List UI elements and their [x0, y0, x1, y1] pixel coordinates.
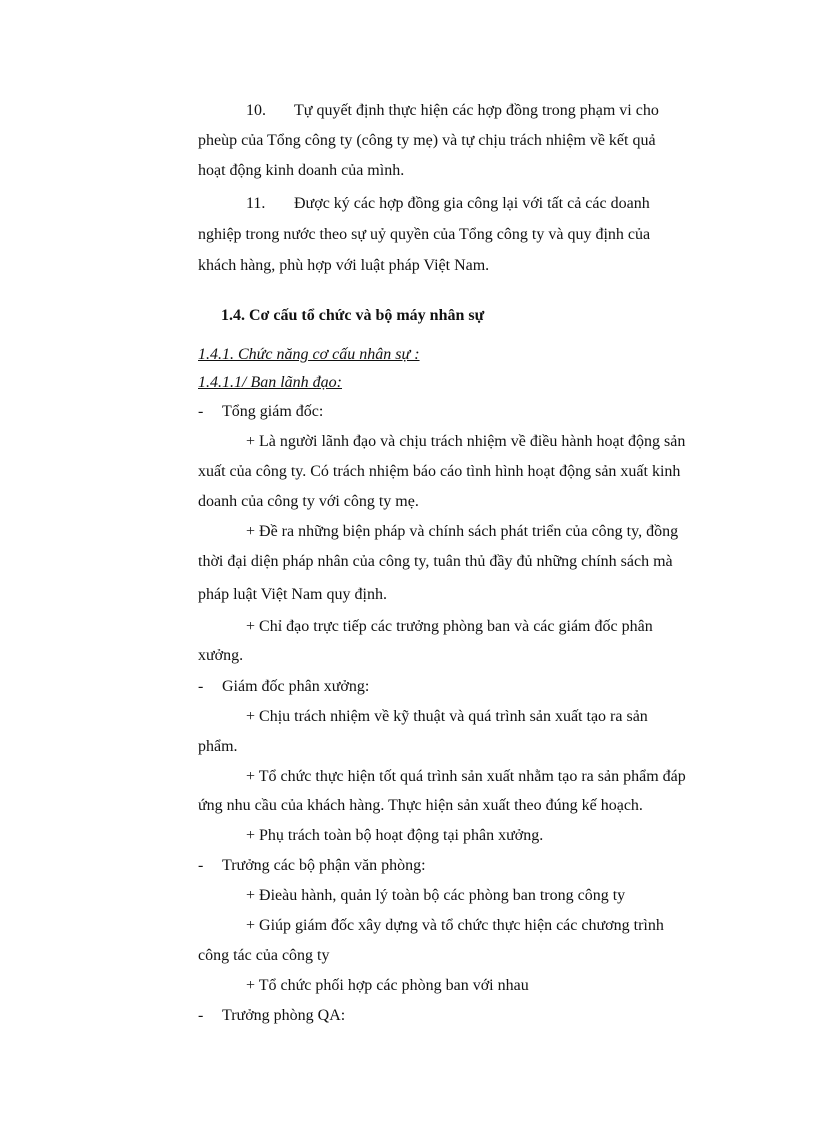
tgd-duty-2-line-3: pháp luật Việt Nam quy định. [198, 586, 387, 603]
tgd-duty-1-line-1: + Là người lãnh đạo và chịu trách nhiệm về điều hành hoạt động sản [246, 433, 686, 450]
gdpx-duty-1-line-1: + Chịu trách nhiệm về kỹ thuật và quá trình sản xuất tạo ra sản [246, 708, 648, 725]
tbp-duty-3: + Tổ chức phối hợp các phòng ban với nhau [246, 977, 529, 994]
tgd-duty-1-line-2: xuất của công ty. Có trách nhiệm báo cáo tình hình hoạt động sản xuất kinh [198, 463, 681, 480]
tgd-duty-3-line-2: xưởng. [198, 647, 244, 664]
tbp-duty-2-line-2: công tác của công ty [198, 947, 330, 964]
role-giam-doc-phan-xuong [198, 677, 369, 697]
bullet-dash: - [198, 1007, 204, 1024]
tbp-duty-1: + Đieàu hành, quản lý toàn bộ các phòng ban trong công ty [246, 887, 626, 904]
item-10-line-3: hoạt động kinh doanh của mình. [198, 162, 405, 179]
gdpx-duty-3: + Phụ trách toàn bộ hoạt động tại phân xưởng. [246, 827, 544, 844]
gdpx-duty-2-line-2: ứng nhu cầu của khách hàng. Thực hiện sản xuất theo đúng kế hoạch. [198, 797, 643, 814]
item-11-line-2: nghiệp trong nước theo sự uỷ quyền của Tổng công ty và quy định của [198, 226, 651, 243]
subsection-heading-1: 1.4.1. Chức năng cơ cấu nhân sự : [198, 346, 420, 363]
item-11-line-1 [246, 194, 650, 214]
bullet-dash: - [198, 678, 204, 695]
item-11-line-3: khách hàng, phù hợp với luật pháp Việt Nam. [198, 257, 490, 274]
gdpx-duty-1-line-2: phẩm. [198, 738, 238, 755]
item-11-text-1: Được ký các hợp đồng gia công lại với tất cả các doanh [294, 195, 650, 212]
role-title: Tổng giám đốc: [222, 403, 324, 420]
bullet-dash: - [198, 857, 204, 874]
gdpx-duty-2-line-1: + Tổ chức thực hiện tốt quá trình sản xuất nhằm tạo ra sản phẩm đáp [246, 768, 686, 785]
tbp-duty-2-line-1: + Giúp giám đốc xây dựng và tổ chức thực hiện các chương trình [246, 917, 664, 934]
role-title: Giám đốc phân xưởng: [222, 678, 370, 695]
item-10-number: 10. [246, 102, 266, 119]
item-11-number: 11. [246, 195, 266, 212]
tgd-duty-1-line-3: doanh của công ty với công ty mẹ. [198, 493, 419, 510]
item-10-text-1: Tự quyết định thực hiện các hợp đồng trong phạm vi cho [294, 102, 659, 119]
tgd-duty-2-line-1: + Đề ra những biện pháp và chính sách phát triển của công ty, đồng [246, 523, 679, 540]
subsection-heading-2: 1.4.1.1/ Ban lãnh đạo: [198, 374, 342, 391]
bullet-dash: - [198, 403, 204, 420]
tgd-duty-3-line-1: + Chỉ đạo trực tiếp các trưởng phòng ban và các giám đốc phân [246, 618, 653, 635]
role-tong-giam-doc [198, 402, 323, 422]
role-truong-bo-phan [198, 856, 426, 876]
tgd-duty-2-line-2: thời đại diện pháp nhân của công ty, tuân thủ đầy đủ những chính sách mà [198, 553, 673, 570]
role-title: Trưởng phòng QA: [222, 1007, 346, 1024]
role-truong-phong-qa [198, 1006, 345, 1026]
role-title: Trưởng các bộ phận văn phòng: [222, 857, 426, 874]
item-10-line-1 [246, 101, 659, 121]
item-10-line-2: pheùp của Tổng công ty (công ty mẹ) và tự chịu trách nhiệm về kết quả [198, 132, 656, 149]
section-heading: 1.4. Cơ cấu tổ chức và bộ máy nhân sự [221, 307, 485, 324]
